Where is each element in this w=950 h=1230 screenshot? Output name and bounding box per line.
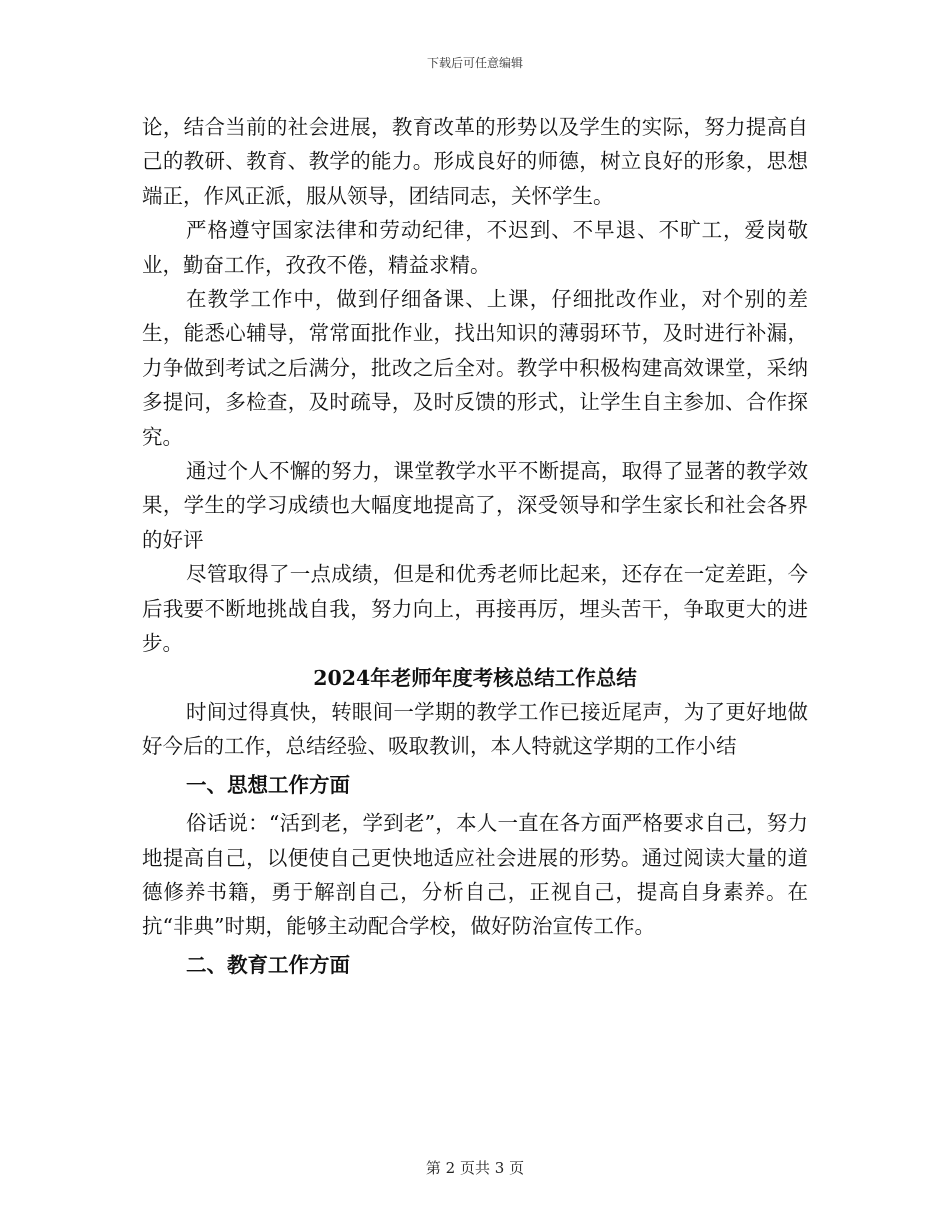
section-intro: 时间过得真快，转眼间一学期的教学工作已接近尾声，为了更好地做好今后的工作，总结经验、吸取教训，本人特就这学期的工作小结	[142, 699, 808, 759]
heading-ideology: 一、思想工作方面	[186, 772, 350, 797]
paragraph-ideology: 俗话说：“活到老，学到老”，本人一直在各方面严格要求自己，努力地提高自己，以便使自己更快地适应社会进展的形势。通过阅读大量的道德修养书籍，勇于解剖自己，分析自己，正视自己，提高自身素养。在抗“非典”时期，能够主动配合学校，做好防治宣传工作。	[142, 811, 808, 939]
heading-education: 二、教育工作方面	[186, 952, 350, 977]
paragraph-continued: 论，结合当前的社会进展，教育改革的形势以及学生的实际，努力提高自己的教研、教育、教学的能力。形成良好的师德，树立良好的形象，思想端正，作风正派，服从领导，团结同志，关怀学生。	[142, 115, 808, 208]
document-body	[142, 110, 808, 986]
page-footer: 第 2 页共 3 页	[425, 1159, 525, 1177]
page-header: 下载后可任意编辑	[426, 56, 523, 70]
paragraph-teaching: 在教学工作中，做到仔细备课、上课，仔细批改作业，对个别的差生，能悉心辅导，常常面批作业，找出知识的薄弱环节，及时进行补漏，力争做到考试之后满分，批改之后全对。教学中积极构建高效课堂，采纳多提问，多检查，及时疏导，及时反馈的形式，让学生自主参加、合作探究。	[142, 287, 808, 449]
section-title: 2024年老师年度考核总结工作总结	[313, 665, 637, 690]
paragraph-effort: 通过个人不懈的努力，课堂教学水平不断提高，取得了显著的教学效果，学生的学习成绩也大幅度地提高了，深受领导和学生家长和社会各界的好评	[142, 459, 808, 552]
paragraph-discipline: 严格遵守国家法律和劳动纪律，不迟到、不早退、不旷工，爱岗敬业，勤奋工作，孜孜不倦，精益求精。	[142, 218, 808, 277]
paragraph-outlook: 尽管取得了一点成绩，但是和优秀老师比起来，还存在一定差距，今后我要不断地挑战自我，努力向上，再接再厉，埋头苦干，争取更大的进步。	[142, 562, 808, 656]
